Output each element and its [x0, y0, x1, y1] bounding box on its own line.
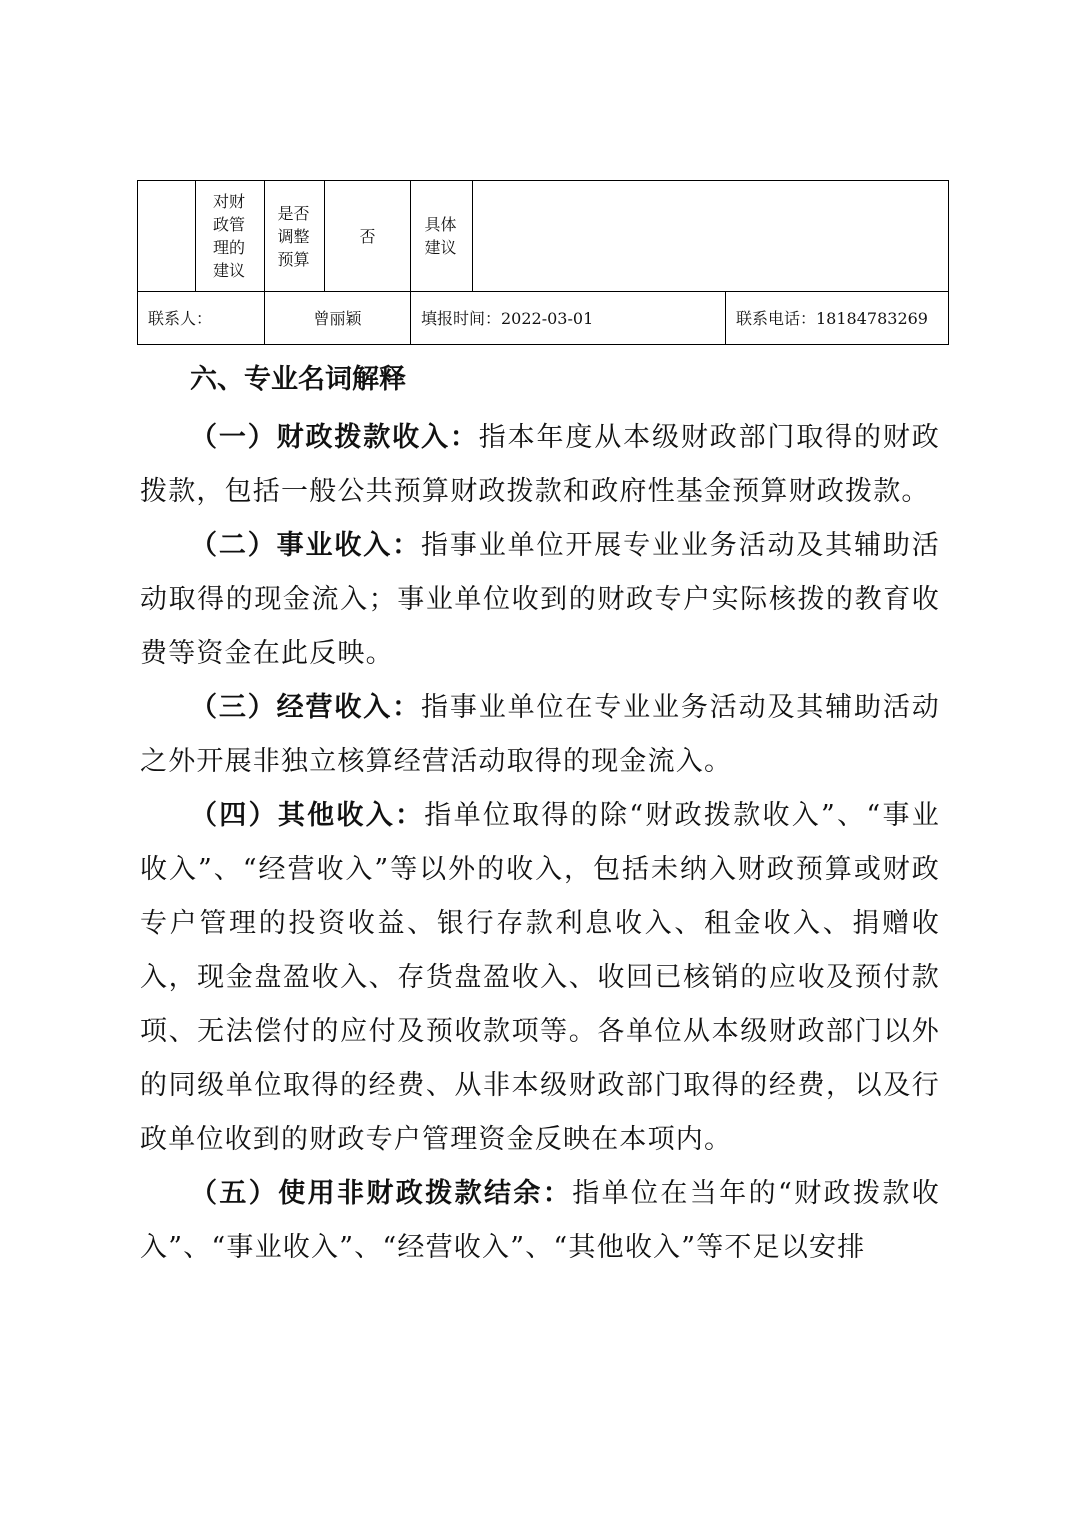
term-label: （五）使用非财政拨款结余：: [190, 1178, 573, 1209]
table-cell-empty: [138, 181, 196, 292]
contact-phone: 联系电话：18184783269: [726, 292, 949, 345]
term-definition: 指事业单位开展专业业务活动及其辅助活动取得的现金流入；事业单位收到的财政专户实际核拨的教育收费等资金在此反映。: [140, 530, 940, 669]
paragraph: [140, 789, 940, 1167]
paragraph: [140, 411, 940, 519]
specific-suggestion-label: 具体建议: [424, 215, 457, 257]
paragraph: [140, 519, 940, 681]
table-cell: [411, 181, 473, 292]
term-definition: 指单位在当年的“财政拨款收入”、“事业收入”、“经营收入”、“其他收入”等不足以安排: [140, 1178, 940, 1263]
paragraph: [140, 1167, 940, 1275]
table-row: [138, 292, 949, 345]
contact-name: 曾丽颖: [265, 292, 411, 345]
budget-info-table: [137, 180, 949, 345]
finance-suggestion-label: 对财政管理的建议: [213, 192, 246, 280]
table-cell: [196, 181, 265, 292]
table-cell: [325, 181, 411, 292]
term-label: （四）其他收入：: [190, 800, 425, 831]
paragraph: [140, 681, 940, 789]
table-cell: [265, 181, 325, 292]
table-row: [138, 181, 949, 292]
term-label: （二）事业收入：: [190, 530, 421, 561]
fill-time: 填报时间：2022-03-01: [411, 292, 726, 345]
section-heading: 六、专业名词解释: [190, 364, 406, 395]
adjust-budget-value: 否: [359, 226, 376, 246]
contact-label: 联系人：: [138, 292, 265, 345]
term-definition: 指事业单位在专业业务活动及其辅助活动之外开展非独立核算经营活动取得的现金流入。: [140, 692, 940, 777]
term-label: （一）财政拨款收入：: [190, 422, 479, 453]
adjust-budget-label: 是否调整预算: [277, 203, 310, 269]
term-definition: 指单位取得的除“财政拨款收入”、“事业收入”、“经营收入”等以外的收入，包括未纳入财政预算或财政专户管理的投资收益、银行存款利息收入、租金收入、捐赠收入，现金盘盈收入、存货盘盈收入、收回已核销的应收及预付款项、无法偿付的应付及预收款项等。各单位从本级财政部门以外的同级单位取得的经费、从非本级财政部门取得的经费，以及行政单位收到的财政专户管理资金反映在本项内。: [140, 800, 940, 1155]
term-label: （三）经营收入：: [190, 692, 421, 723]
term-definition: 指本年度从本级财政部门取得的财政拨款，包括一般公共预算财政拨款和政府性基金预算财政拨款。: [140, 422, 940, 507]
specific-suggestion-value: [473, 181, 949, 292]
